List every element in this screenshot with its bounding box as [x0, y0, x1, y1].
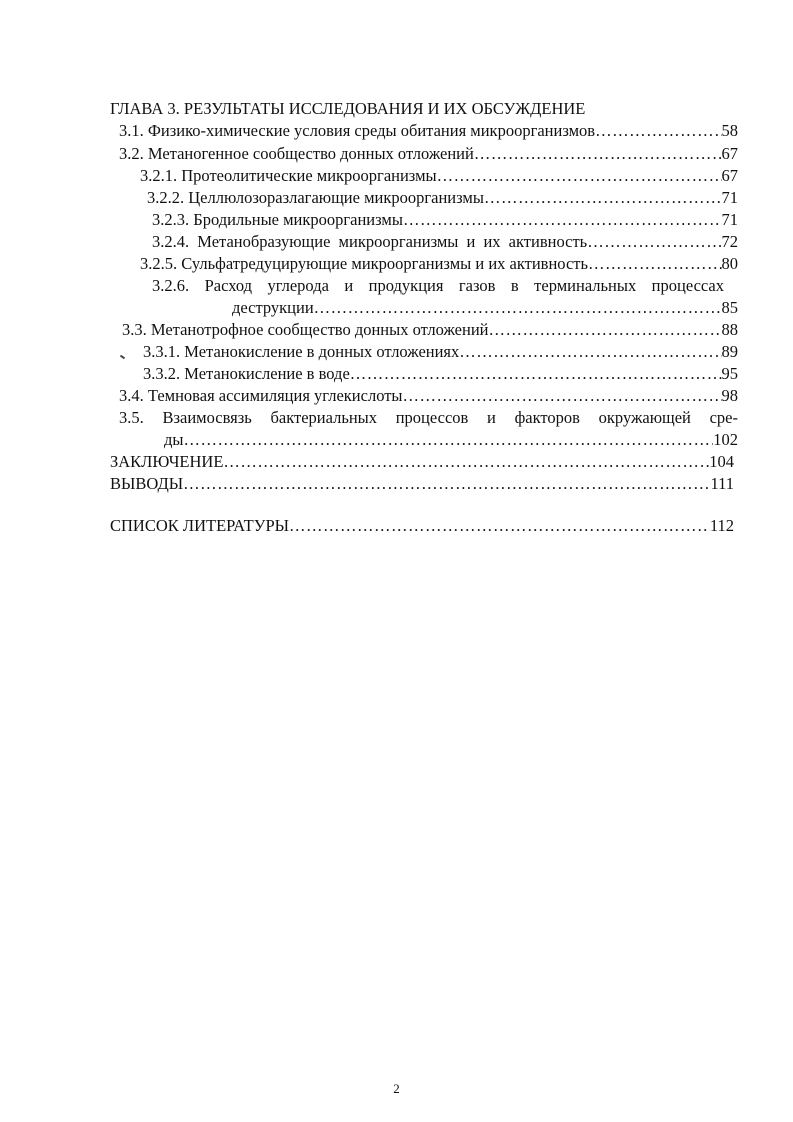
- page-ref: 95: [721, 364, 738, 383]
- chapter-title: [110, 99, 670, 119]
- dot-leader: [314, 298, 722, 318]
- toc-entry: 3.2.5. Сульфатредуцирующие микроорганизмы и их активность …………………………………………………………………………………………………………………………………………………………………………………………………… 80: [140, 254, 738, 274]
- dot-leader: [183, 474, 710, 494]
- page-ref: 80: [721, 254, 738, 273]
- dot-leader: [403, 386, 722, 406]
- dot-leader: [489, 320, 722, 340]
- toc-entry: СПИСОК ЛИТЕРАТУРЫ …………………………………………………………………………………………………………………………………………………………………………………………………… 112: [110, 516, 734, 536]
- dot-leader: [437, 166, 722, 186]
- page-ref: 98: [721, 386, 738, 405]
- page-ref: 88: [721, 320, 738, 339]
- page-ref: 71: [721, 210, 738, 229]
- page-ref: 71: [721, 188, 738, 207]
- dot-leader: [459, 342, 721, 362]
- page-ref: 67: [721, 144, 738, 163]
- toc-entry: 3.4. Темновая ассимиляция углекислоты …………………………………………………………………………………………………………………………………………………………………………………………………… 98: [119, 386, 738, 406]
- toc-entry: 3.3. Метанотрофное сообщество донных отложений …………………………………………………………………………………………………………………………………………………………………………………………………… 88: [122, 320, 738, 340]
- dot-leader: [484, 188, 722, 208]
- dot-leader: [223, 452, 709, 472]
- toc-entry: ВЫВОДЫ …………………………………………………………………………………………………………………………………………………………………………………………………… 111: [110, 474, 734, 494]
- dot-leader: [183, 430, 713, 450]
- page-ref: 72: [721, 232, 738, 251]
- toc-entry-line2: ды …………………………………………………………………………………………………………………………………………………………………………………………………… 102: [164, 430, 738, 450]
- toc-entry: 3.3.1. Метанокисление в донных отложениях …………………………………………………………………………………………………………………………………………………………………………………………………… 89: [143, 342, 738, 362]
- toc-entry: ЗАКЛЮЧЕНИЕ …………………………………………………………………………………………………………………………………………………………………………………………………… 104: [110, 452, 734, 472]
- page-ref: 85: [721, 298, 738, 317]
- dot-leader: [289, 516, 710, 536]
- toc-entry: 3.2.4. Метанобразующие микроорганизмы и их активность …………………………………………………………………………………………………………………………………………………………………………………………………… 72: [152, 232, 738, 252]
- scan-speck: [120, 356, 126, 359]
- toc-entry-line2: деструкции …………………………………………………………………………………………………………………………………………………………………………………………………… 85: [232, 298, 738, 318]
- page-ref: 67: [721, 166, 738, 185]
- page-ref: 112: [709, 516, 734, 535]
- page-ref: 89: [721, 342, 738, 361]
- page-ref: 104: [709, 452, 734, 471]
- dot-leader: [595, 121, 721, 141]
- dot-leader: [588, 254, 721, 274]
- toc-entry-line1: 3.2.6. Расход углерода и продукция газов в терминальных процессах: [152, 276, 724, 295]
- page-ref: 58: [721, 121, 738, 140]
- toc-entry-line1: 3.5. Взаимосвязь бактериальных процессов и факторов окружающей сре-: [119, 408, 738, 427]
- page-number: 2: [393, 1081, 400, 1096]
- toc-entry: 3.2.1. Протеолитические микроорганизмы …………………………………………………………………………………………………………………………………………………………………………………………………… 67: [140, 166, 738, 186]
- toc-entry: 3.3.2. Метанокисление в воде …………………………………………………………………………………………………………………………………………………………………………………………………… 95: [143, 364, 738, 384]
- dot-leader: [474, 144, 722, 164]
- toc-entry: 3.2.2. Целлюлозоразлагающие микроорганизмы …………………………………………………………………………………………………………………………………………………………………………………………………… 71: [147, 188, 738, 208]
- toc-entry: 3.2.3. Бродильные микроорганизмы …………………………………………………………………………………………………………………………………………………………………………………………………… 71: [152, 210, 738, 230]
- toc-entry: 3.1. Физико-химические условия среды обитания микроорганизмов …………………………………………………………………………………………………………………………………………………………………………………………………… 58: [119, 121, 738, 141]
- page-ref: 102: [713, 430, 738, 449]
- chapter-title-text: ГЛАВА 3. РЕЗУЛЬТАТЫ ИССЛЕДОВАНИЯ И ИХ ОБСУЖДЕНИЕ: [110, 99, 586, 118]
- dot-leader: [587, 232, 721, 252]
- dot-leader: [350, 364, 722, 384]
- toc-entry: 3.2. Метаногенное сообщество донных отложений …………………………………………………………………………………………………………………………………………………………………………………………………… 67: [119, 144, 738, 164]
- dot-leader: [403, 210, 722, 230]
- page-ref: 111: [710, 474, 734, 493]
